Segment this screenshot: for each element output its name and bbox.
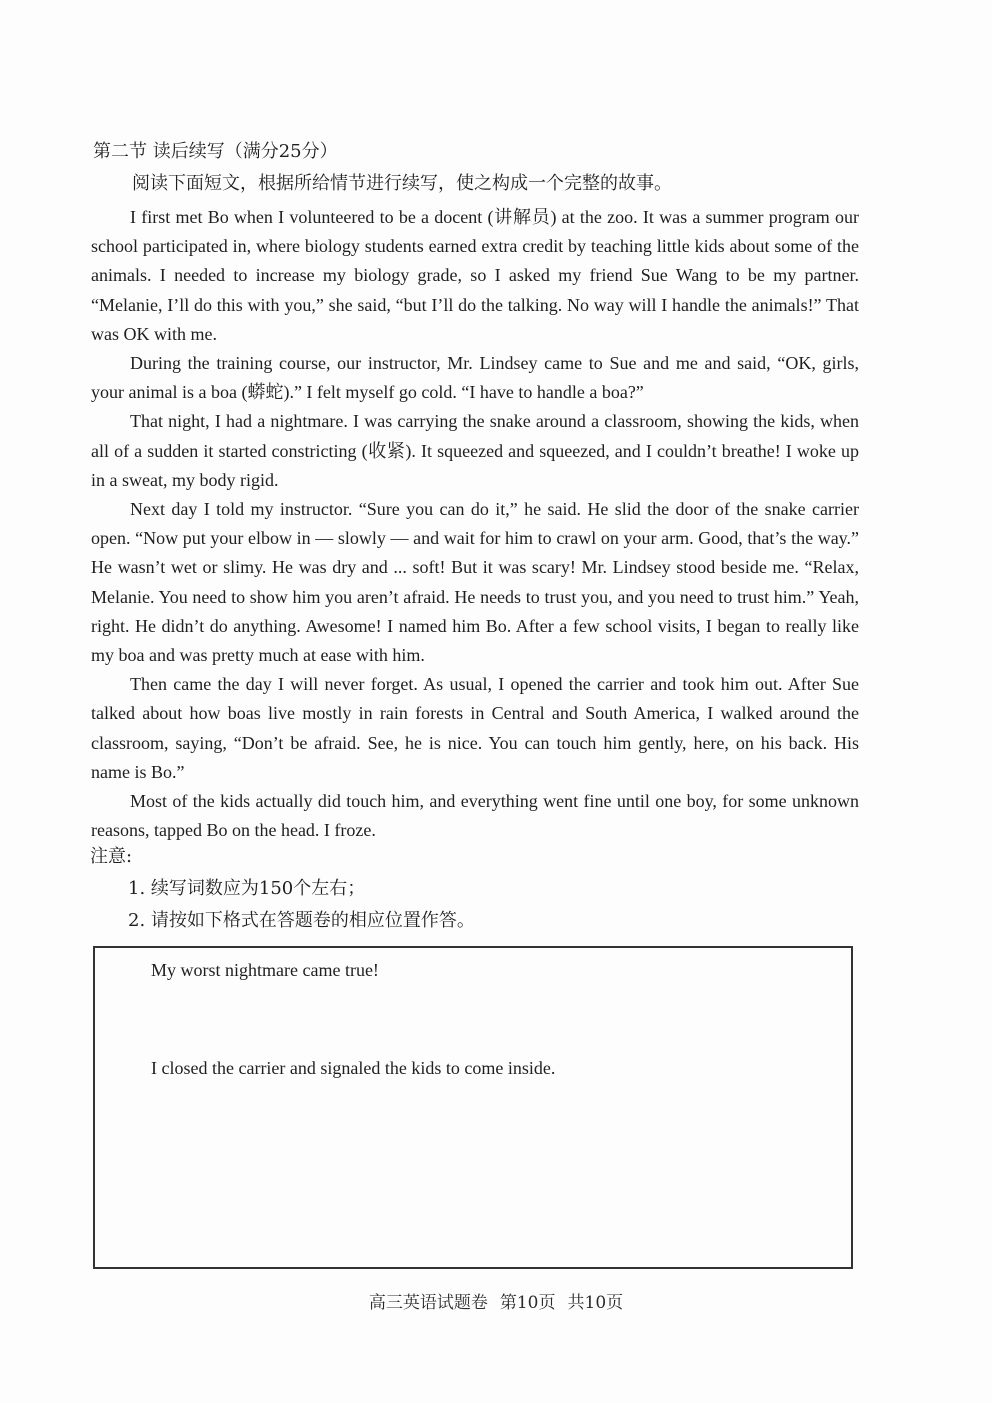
notes-section: [90, 845, 475, 941]
paragraph-two-opening: I closed the carrier and signaled the kids to come inside.: [151, 1058, 556, 1078]
passage-paragraph: That night, I had a nightmare. I was carrying the snake around a classroom, showing the kids, when all of a sudden it started constricting (收紧). It squeezed and squeezed, and I couldn’t breathe! I woke up in a sweat, my body rigid.: [91, 411, 859, 490]
note-item: 2. 请按如下格式在答题卷的相应位置作答。: [128, 910, 475, 931]
notes-title: 注意:: [90, 846, 133, 867]
reading-passage: [91, 203, 859, 845]
note-item: 1. 续写词数应为150个左右；: [128, 878, 366, 899]
passage-paragraph: Most of the kids actually did touch him, and everything went fine until one boy, for some unknown reasons, tapped Bo on the head. I froze.: [91, 791, 859, 841]
answer-format-box: [93, 946, 853, 1269]
page-footer: [0, 1292, 992, 1314]
paragraph-one-opening: My worst nightmare came true!: [151, 960, 379, 980]
passage-paragraph: During the training course, our instructor, Mr. Lindsey came to Sue and me and said, “OK, girls, your animal is a boa (蟒蛇).” I felt myself go cold. “I have to handle a boa?”: [91, 353, 859, 403]
task-instruction: 阅读下面短文，根据所给情节进行续写，使之构成一个完整的故事。: [132, 173, 672, 194]
footer-total-pages: 共10页: [567, 1293, 624, 1313]
passage-paragraph: Next day I told my instructor. “Sure you can do it,” he said. He slid the door of the snake carrier open. “Now put your elbow in — slowly — and wait for him to crawl on your arm. Good, that’s the way.” He wasn’t wet or slimy. He was dry and ... soft! But it was scary! Mr. Lindsey stood beside me. “Relax, Melanie. You need to show him you aren’t afraid. He needs to trust you, and you need to trust him.” Yeah, right. He didn’t do anything. Awesome! I named him Bo. After a few school visits, I began to really like my boa and was pretty much at ease with him.: [91, 499, 859, 666]
footer-title: 高三英语试题卷: [368, 1293, 488, 1313]
footer-page-number: 第10页: [499, 1293, 556, 1313]
passage-paragraph: Then came the day I will never forget. As usual, I opened the carrier and took him out. After Sue talked about how boas live mostly in rain forests in Central and South America, I walked around the classroom, saying, “Don’t be afraid. See, he is nice. You can touch him gently, here, on his back. His name is Bo.”: [91, 674, 859, 782]
section-heading: 第二节 读后续写（满分25分）: [93, 141, 338, 162]
passage-paragraph: I first met Bo when I volunteered to be a docent (讲解员) at the zoo. It was a summer program our school participated in, where biology students earned extra credit by teaching little kids about some of the animals. I needed to increase my biology grade, so I asked my friend Sue Wang to be my partner. “Melanie, I’ll do this with you,” she said, “but I’ll do the talking. No way will I handle the animals!” That was OK with me.: [91, 207, 859, 344]
